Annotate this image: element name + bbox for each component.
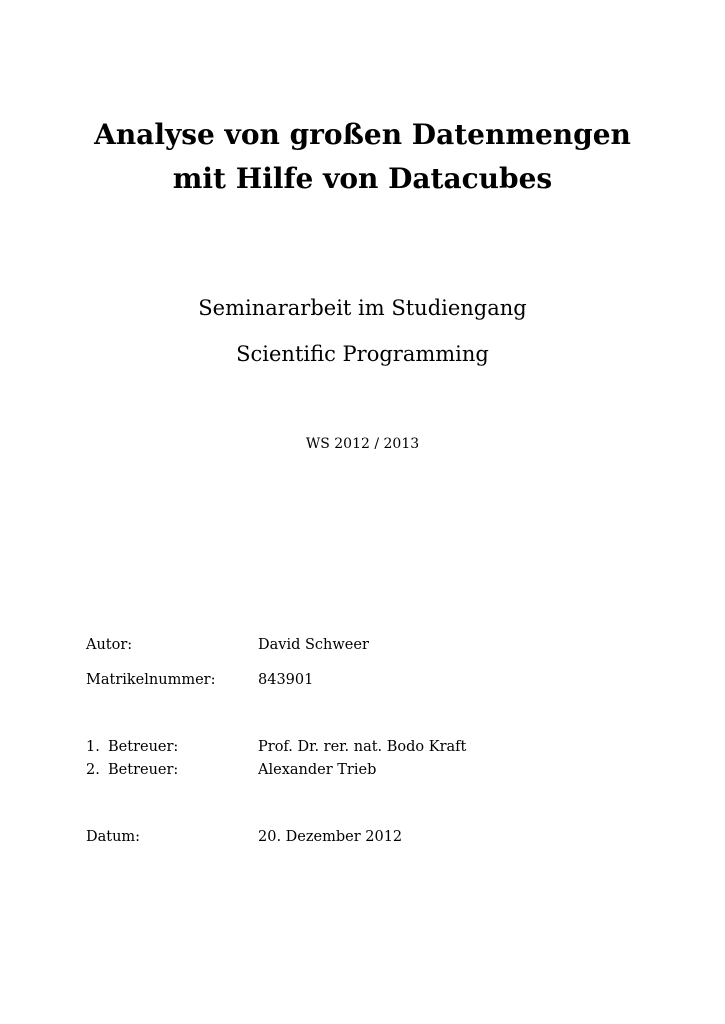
- supervisor-value-1: Prof. Dr. rer. nat. Bodo Kraft: [258, 739, 467, 755]
- supervisor-label-2: Betreuer:: [108, 762, 179, 778]
- matrikel-label: Matrikelnummer:: [86, 672, 216, 688]
- document-title-line-1: Analyse von großen Datenmengen: [94, 118, 631, 151]
- date-value: 20. Dezember 2012: [258, 829, 403, 845]
- matrikel-row: [0, 669, 725, 691]
- supervisor-number-1: 1.: [86, 739, 100, 755]
- supervisor-label-1: Betreuer:: [108, 739, 179, 755]
- document-subtitle-line-1: Seminararbeit im Studiengang: [198, 296, 527, 320]
- supervisor-number-2: 2.: [86, 762, 100, 778]
- author-row: [0, 634, 725, 656]
- author-value: David Schweer: [258, 637, 369, 653]
- supervisor-row-2: [0, 759, 725, 781]
- supervisor-value-2: Alexander Trieb: [258, 762, 377, 778]
- document-title-line-2: mit Hilfe von Datacubes: [172, 162, 553, 195]
- author-label: Autor:: [86, 637, 133, 653]
- supervisor-row-1: [0, 736, 725, 758]
- semester: WS 2012 / 2013: [305, 436, 420, 452]
- date-label: Datum:: [86, 829, 141, 845]
- date-row: [0, 826, 725, 848]
- matrikel-value: 843901: [258, 672, 314, 688]
- document-subtitle-line-2: Scientific Programming: [236, 342, 489, 366]
